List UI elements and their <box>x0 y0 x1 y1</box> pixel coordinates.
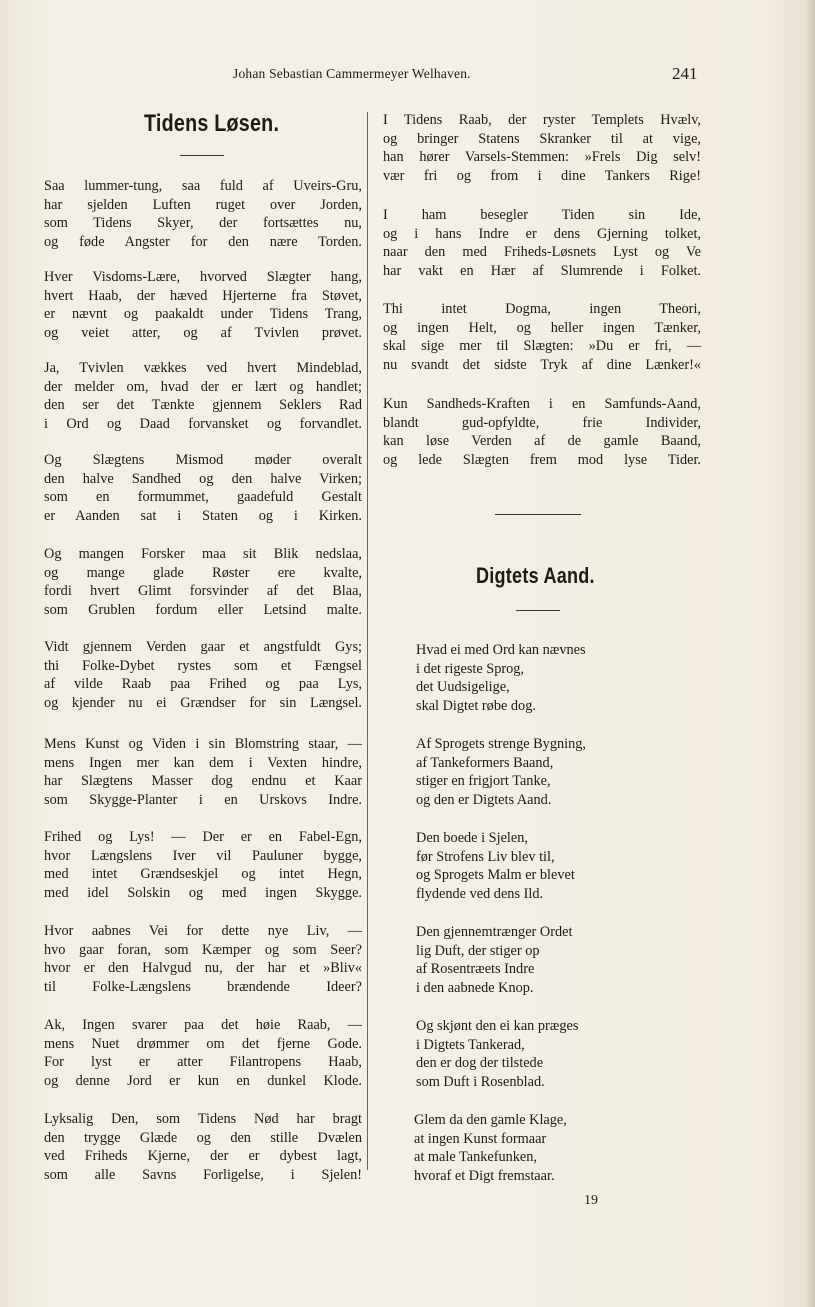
title-rule <box>180 155 224 156</box>
running-head: Johan Sebastian Cammermeyer Welhaven. <box>233 66 471 81</box>
verse-line: Glem da den gamle Klage, <box>414 1112 567 1128</box>
verse-line: før Strofens Liv blev til, <box>416 848 555 865</box>
verse-line: Og Slægtens Mismod møder overalt <box>44 452 362 468</box>
verse-line: at male Tankefunken, <box>414 1149 537 1166</box>
verse-line: Ak, Ingen svarer paa det høie Raab, — <box>44 1017 362 1033</box>
verse-line: ved Friheds Kjerne, der er dybest lagt, <box>44 1148 362 1165</box>
verse-line: hvo gaar foran, som Kæmper og som Seer? <box>44 941 362 958</box>
verse-line: Den boede i Sjelen, <box>416 830 528 846</box>
verse-line: fordi hvert Glimt forsvinder af det Blaa, <box>44 583 362 600</box>
verse-line: vær fri og from i dine Tankers Rige! <box>383 168 701 185</box>
verse-line: og i hans Indre er dens Gjerning tolket, <box>383 225 701 242</box>
page-edge-shadow <box>805 0 815 1307</box>
stanza <box>44 545 362 620</box>
stanza <box>44 1016 362 1091</box>
verse-line: at ingen Kunst formaar <box>414 1130 547 1147</box>
verse-line: har sjelden Luften ruget over Jorden, <box>44 196 362 213</box>
verse-line: som Duft i Rosenblad. <box>416 1074 545 1091</box>
stanza <box>414 1111 567 1186</box>
verse-line: den er dog der tilstede <box>416 1055 544 1072</box>
stanza <box>383 111 701 186</box>
verse-line: der melder om, hvad der er lært og handlet; <box>44 378 362 395</box>
verse-line: og ingen Helt, og heller ingen Tænker, <box>383 319 701 336</box>
section-divider <box>495 514 581 515</box>
verse-line: i Digtets Tankerad, <box>416 1036 525 1053</box>
verse-line: I Tidens Raab, der ryster Templets Hvælv, <box>383 112 701 128</box>
verse-line: Lyksalig Den, som Tidens Nød har bragt <box>44 1111 362 1127</box>
verse-line: den halve Sandhed og den halve Virken; <box>44 470 362 487</box>
verse-line: hvor Længslens Iver vil Pauluner bygge, <box>44 847 362 864</box>
verse-line: Mens Kunst og Viden i sin Blomstring staar, — <box>44 736 362 752</box>
verse-line: af Rosentræets Indre <box>416 961 535 978</box>
verse-line: mens Nuet drømmer om det fjerne Gode. <box>44 1035 362 1052</box>
verse-line: og føde Angster for den nære Torden. <box>44 234 362 251</box>
verse-line: som alle Savns Forligelse, i Sjelen! <box>44 1167 362 1184</box>
stanza <box>44 268 362 343</box>
stanza <box>383 395 701 470</box>
verse-line: flydende ved dens Ild. <box>416 886 544 903</box>
verse-line: han hører Varsels-Stemmen: »Frels Dig selv! <box>383 149 701 166</box>
verse-line: i den aabnede Knop. <box>416 980 534 997</box>
verse-line: og bringer Statens Skranker til at vige, <box>383 130 701 147</box>
verse-line: og denne Jord er kun en dunkel Klode. <box>44 1073 362 1090</box>
verse-line: hvoraf et Digt fremstaar. <box>414 1168 555 1185</box>
title-rule <box>516 610 560 611</box>
verse-line: Hver Visdoms-Lære, hvorved Slægter hang, <box>44 269 362 285</box>
verse-line: det Uudsigelige, <box>416 679 510 696</box>
verse-line: som Grublen fordum eller Letsind malte. <box>44 602 362 619</box>
stanza <box>416 1017 578 1092</box>
verse-line: i det rigeste Sprog, <box>416 660 525 677</box>
verse-line: den trygge Glæde og den stille Dvælen <box>44 1129 362 1146</box>
verse-line: af vilde Raab paa Frihed og paa Lys, <box>44 676 362 693</box>
verse-line: blandt gud-opfyldte, frie Individer, <box>383 414 701 431</box>
signature-mark: 19 <box>584 1193 598 1208</box>
verse-line: med intet Grændseskjel og intet Hegn, <box>44 866 362 883</box>
verse-line: Frihed og Lys! — Der er en Fabel-Egn, <box>44 829 362 845</box>
verse-line: er nævnt og paakaldt under Tidens Trang, <box>44 306 362 323</box>
poem-title: Digtets Aand. <box>476 563 595 588</box>
stanza <box>44 828 362 903</box>
verse-line: naar den med Friheds-Løsnets Lyst og Ve <box>383 244 701 261</box>
verse-line: og lede Slægten frem mod lyse Tider. <box>383 452 701 469</box>
verse-line: Af Sprogets strenge Bygning, <box>416 736 586 752</box>
verse-line: skal sige mer til Slægten: »Du er fri, — <box>383 338 701 355</box>
stanza <box>416 923 572 998</box>
column-divider <box>367 112 368 1170</box>
verse-line: hvert Haab, der hæved Hjerterne fra Støvet, <box>44 287 362 304</box>
verse-line: og den er Digtets Aand. <box>416 792 552 809</box>
verse-line: stiger en frigjort Tanke, <box>416 773 551 790</box>
verse-line: nu svandt det sidste Tryk af dine Lænker!« <box>383 357 701 374</box>
verse-line: og Sprogets Malm er blevet <box>416 867 575 884</box>
stanza <box>416 829 575 904</box>
verse-line: Og mangen Forsker maa sit Blik nedslaa, <box>44 546 362 562</box>
verse-line: Hvad ei med Ord kan nævnes <box>416 642 586 658</box>
verse-line: som Tidens Skyer, der fortsættes nu, <box>44 215 362 232</box>
verse-line: er Aanden sat i Staten og i Kirken. <box>44 508 362 525</box>
verse-line: af Tankeformers Baand, <box>416 754 554 771</box>
verse-line: hvor er den Halvgud nu, der har et »Bliv« <box>44 960 362 977</box>
verse-line: Thi intet Dogma, ingen Theori, <box>383 301 701 317</box>
poem-title: Tidens Løsen. <box>144 110 280 137</box>
stanza <box>44 735 362 810</box>
verse-line: som Skygge-Planter i en Urskovs Indre. <box>44 792 362 809</box>
stanza <box>44 1110 362 1185</box>
verse-line: thi Folke-Dybet rystes som et Fængsel <box>44 657 362 674</box>
stanza <box>44 359 362 434</box>
verse-line: og veiet atter, og af Tvivlen prøvet. <box>44 325 362 342</box>
stanza <box>44 922 362 997</box>
stanza <box>44 638 362 713</box>
verse-line: har vakt en Hær af Slumrende i Folket. <box>383 263 701 280</box>
verse-line: kan løse Verden af de gamle Baand, <box>383 433 701 450</box>
stanza <box>44 177 362 252</box>
verse-line: og mange glade Røster ere kvalte, <box>44 564 362 581</box>
stanza <box>383 206 701 281</box>
stanza <box>416 641 586 716</box>
stanza <box>416 735 586 810</box>
verse-line: den ser det Tænkte gjennem Seklers Rad <box>44 397 362 414</box>
verse-line: til Folke-Længslens brændende Ideer? <box>44 979 362 996</box>
verse-line: og kjender nu ei Grændser for sin Længsel. <box>44 695 362 712</box>
verse-line: Og skjønt den ei kan præges <box>416 1018 579 1034</box>
verse-line: som en formummet, gaadefuld Gestalt <box>44 489 362 506</box>
stanza <box>44 451 362 526</box>
verse-line: i Ord og Daad forvansket og forvandlet. <box>44 416 362 433</box>
verse-line: Saa lummer-tung, saa fuld af Uveirs-Gru, <box>44 178 362 194</box>
verse-line: Vidt gjennem Verden gaar et angstfuldt Gys; <box>44 639 362 655</box>
verse-line: Kun Sandheds-Kraften i en Samfunds-Aand, <box>383 396 701 412</box>
verse-line: For lyst er atter Filantropens Haab, <box>44 1054 362 1071</box>
verse-line: skal Digtet røbe dog. <box>416 698 536 715</box>
verse-line: mens Ingen mer kan dem i Vexten hindre, <box>44 754 362 771</box>
verse-line: lig Duft, der stiger op <box>416 942 540 959</box>
verse-line: Ja, Tvivlen vækkes ved hvert Mindeblad, <box>44 360 362 376</box>
verse-line: med idel Solskin og med ingen Skygge. <box>44 885 362 902</box>
page-number: 241 <box>672 64 698 83</box>
verse-line: I ham besegler Tiden sin Ide, <box>383 207 701 223</box>
verse-line: har Slægtens Masser dog endnu et Kaar <box>44 773 362 790</box>
verse-line: Den gjennemtrænger Ordet <box>416 924 573 940</box>
verse-line: Hvor aabnes Vei for dette nye Liv, — <box>44 923 362 939</box>
stanza <box>383 300 701 375</box>
